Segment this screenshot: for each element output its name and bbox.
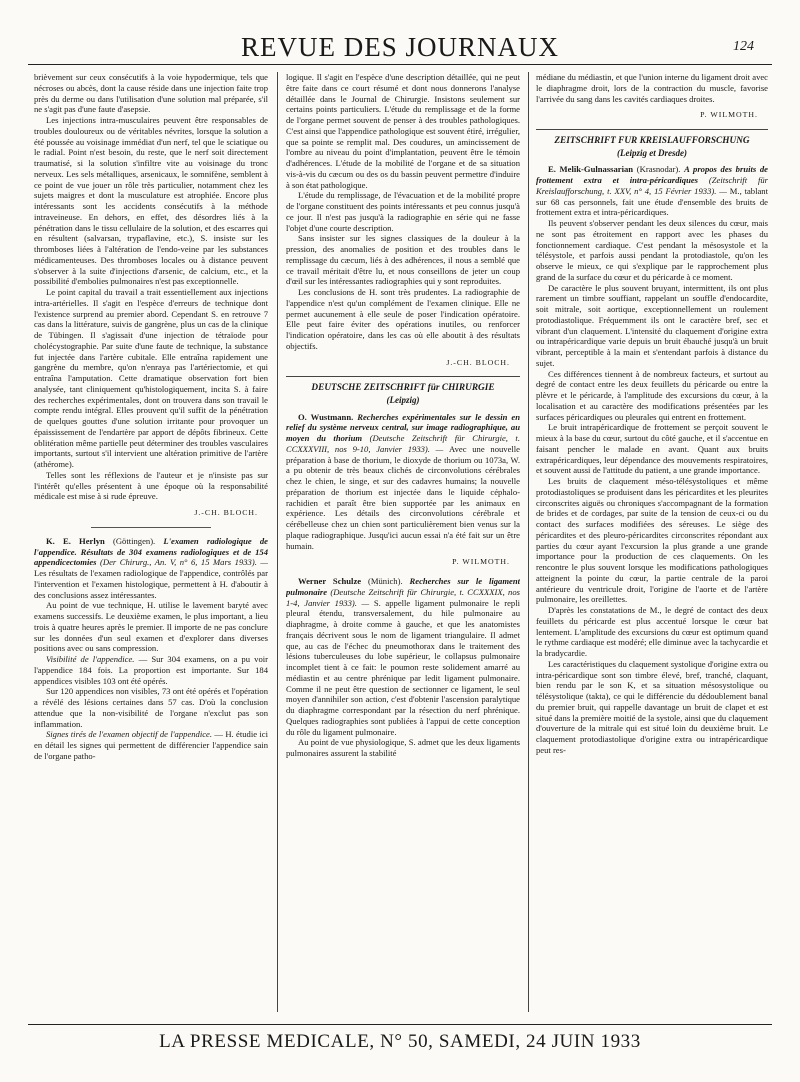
- article-intro: Avec une nouvelle préparation à base de thorium, le dioxyde de thorium ou 1073a, W. a pu obtenir de très beaux clichés de circonvolutions cérébrales chez le chien, le singe, et sur des cadavres humains; la nouvelle préparation de thorium est injectée dans le liquide céphalo-rachidien et paraît être bien supportée par les animaux en expérience. Les détails des circonvolutions cérébrale et cérébelleuse chez un chien sont particulièrement bien venus sur la plaque radiographique. Jusqu'ici aucun essai n'a été fait sur un être humain.: [286, 443, 520, 551]
- paragraph: Ils peuvent s'observer pendant les deux silences du cœur, mais ne sont pas étroitement en rapport avec les phases du fonctionnement cardiaque. C'est pendant la mésosystole et la télésystole, et parfois aussi pendant la protodiastole, qu'on les observe le mieux, ce qui s'explique par le rapprochement plus grand de la surface du cœur et du péricarde à ce moment.: [536, 218, 768, 282]
- article-author: K. E. Herlyn: [46, 535, 105, 546]
- article-author: E. Melik-Gulnassarian: [548, 164, 634, 175]
- article-header: [536, 164, 768, 218]
- footer-text: LA PRESSE MEDICALE, N° 50, SAMEDI, 24 JUIN 1933: [159, 1031, 641, 1052]
- signature: J.-CH. BLOCH.: [194, 508, 258, 517]
- article-reference: (Zeitschrift für Kreislaufforschung, t. XXV, n° 4, 15 Février 1933). —: [536, 175, 768, 196]
- article-author: Werner Schulze: [298, 576, 362, 586]
- column-1: [34, 72, 268, 1012]
- article-header: [34, 536, 268, 601]
- paragraph: L'étude du remplissage, de l'évacuation et de la mobilité propre de l'organe constituent des points intéressants et peu connus jusqu'à ce jour. Il n'est pas jusqu'à la radiographie en série qui ne fasse l'objet d'une courte description.: [286, 190, 520, 233]
- paragraph: Le point capital du travail a trait essentiellement aux injections intra-artérielles. Il s'agit en l'espèce d'erreurs de technique dont l'existence surprend au premier abord. Cependant S. en retrouve 7 cas dans la littérature, suivis de gangrène, plus un cas de la clinique de Tübingen. Il s'agissait d'une injection de tétraïode pour cholécystographie. Par suite d'une faute de technique, la substance fut injectée dans l'artère cubitale. Elle entraîna rapidement une gangrène du membre, qu'on n'enraya pas l'artériectomie, et qui entraîna l'amputation. Cette dramatique observation fort bien analysée, tant cliniquement qu'histologiquement, incita S. à faire des recherches expérimentales, dont on trouvera dans son travail le compte rendu intégral. Elles prouvent qu'il suffit de la pénétration de quelques gouttes d'une solution irritante pour provoquer un épaississement de l'endartère par apport de dépôts fibrineux. Cette oblitération même partielle peut déterminer des troubles vasculaires importants, surtout s'il intervient une altération primitive de l'artère (athérome).: [34, 287, 268, 469]
- separator: [91, 527, 211, 528]
- signature: J.-CH. BLOCH.: [446, 357, 510, 367]
- paragraph: brièvement sur ceux consécutifs à la voie hypodermique, tels que nécroses ou abcès, dont la cause réside dans une injection faite trop près du derme ou dans l'utilisation d'une solution mal préparée, s'il ne s'agit pas d'une faute d'asepsie.: [34, 72, 268, 115]
- paragraph: Les injections intra-musculaires peuvent être responsables de troubles douloureux ou de véritables névrites, lorsque la solution a été poussée au voisinage immédiat d'un nerf, tel que le sciatique ou le radial. Point n'est besoin, du reste, que le nerf soit directement traumatisé, si la solution s'infiltre vite au voisinage du tronc nerveux. Les sels métalliques, arsenicaux, le somnifène, semblent à ce point de vue jouer un rôle très particulier, notamment chez les sujets maigres et dont la musculature est atrophiée. Encore plus intéressants sont les accidents consécutifs à la méthode intraveineuse. En dehors, en effet, des désordres liés à la pénétration dans le tissu cellulaire de la solution, et des escarres qui en résultent (salvarsan, trypaflavine, etc.), S. insiste sur les thromboses liées à l'altération de l'endo-veine par les substances médicamenteuses. Des thromboses locales ou à distance peuvent s'observer à la suite d'injections d'arsenic, de calcium, etc., et la possibilité d'embolies pulmonaires n'est pas exceptionnelle.: [34, 115, 268, 287]
- paragraph: Sans insister sur les signes classiques de la douleur à la pression, des anomalies de position et des troubles dans le remplissage du cæcum, liés à des adhérences, il nous a semblé que ce travail méritait d'être lu, et nous conseillons de jeter un coup d'œil sur les intéressantes radiographies qui y sont reproduites.: [286, 233, 520, 287]
- article-header: [286, 412, 520, 552]
- column-divider: [528, 72, 529, 1012]
- section-title: ZEITSCHRIFT FUR KREISLAUFFORSCHUNG: [554, 136, 750, 146]
- paragraph: Les conclusions de H. sont très prudentes. La radiographie de l'appendice n'est qu'un complément de l'examen clinique. Elle ne permet aucunement à elle seule de poser l'indication opératoire. Elle peut faire éviter des opérations inutiles, ou renforcer l'indication opératoire, dans les cas où elle aboutit à des résultats objectifs.: [286, 287, 520, 351]
- section-subtitle: (Leipzig et Dresde): [617, 147, 687, 158]
- separator: [286, 376, 520, 377]
- paragraph: Sur 120 appendices non visibles, 73 ont été opérés et l'opération a révélé des lésions certaines dans 57 cas. D'où la conclusion attendue que la non-visibilité de l'organe n'exclut pas son inflammation.: [34, 686, 268, 729]
- section-title: DEUTSCHE ZEITSCHRIFT für CHIRURGIE: [311, 383, 495, 394]
- article-author: O. Wustmann.: [298, 411, 354, 422]
- paragraph-label: Signes tirés de l'examen objectif de l'appendice.: [46, 729, 213, 740]
- article-title: L'examen radiologique de l'appendice. Résultats de 304 examens radiologiques et de 154 appendicectomies: [34, 535, 268, 568]
- separator: [536, 129, 768, 130]
- paragraph: Visibilité de l'appendice. — Sur 304 examens, on a pu voir l'appendice 184 fois. La proportion est importante. Sur 184 appendices visibles 103 ont été opérés.: [34, 654, 268, 686]
- page-header: [28, 30, 772, 65]
- signature: P. WILMOTH.: [452, 557, 510, 567]
- column-2: [286, 72, 520, 1012]
- paragraph: Les caractéristiques du claquement systolique d'origine extra ou intra-péricardique sont son timbre élevé, bref, tranché, claquant, bien rendu par le son K, et sa situation mésosystolique ou télésystolique (takta), ce qui le différencie du dédoublement banal du premier bruit, qui rappelle davantage un bruit de clapet et est situé dans la première moitié de la systole, ainsi que du claquement d'ouverture de la mitrale qui est situé loin du deuxième bruit. Le claquement protodiastolique d'origine extra ou intrapéricardique peut res-: [536, 658, 768, 755]
- column-divider: [277, 72, 278, 1012]
- paragraph: D'après les constatations de M., le degré de contact des deux feuillets du péricarde est plus accentué lorsque le cœur bat lentement. L'amplitude des excursions du cœur est optimum quand le rythme cardiaque est modéré; elle diminue avec la tachycardie et la bradycardie.: [536, 605, 768, 658]
- paragraph: Les bruits de claquement méso-télésystoliques et même protodiastoliques se produisent dans les péricardites et les pleurites circonscrites aiguës ou chroniques s'accompagnant de la formation de brides et de cordages, par suite de la tension de ceux-ci ou du contact des surfaces modifiées des séreuses. Le siège des péricardites et des pleuro-péricardites circonscrites répondant aux parties du cœur ayant l'excursion la plus grande a une grande importance pour la production de ces claquements. On les rencontre le plus souvent lorsque les modifications pathologiques atteignent la pointe du cœur, la partie centrale de la paroi antérieure du ventricule droit, l'origine de l'aorte et de l'artère pulmonaire, les oreillettes.: [536, 476, 768, 605]
- article-intro: M., tablant sur 68 cas personnels, fait une étude d'ensemble des bruits de frottement extra et intra-péricardiques.: [536, 185, 768, 218]
- page-footer: [28, 1024, 772, 1057]
- signature: P. WILMOTH.: [700, 110, 758, 120]
- article-title: Recherches expérimentales sur le dessin en relief du système nerveux central, sur image radiographique, au moyen du thorium: [286, 411, 520, 443]
- paragraph: De caractère le plus souvent bruyant, intermittent, ils ont plus rarement un timbre souffiant, rappelant un souffle d'endocardite, soit mitrale, soit aortique, exceptionnellement un roulement protodiastolique. Fréquemment ils ont le caractère bref, sec et vibrant d'un claquement. L'intensité du claquement d'origine extra ou intrapéricardique varie depuis un bruit ébauché jusqu'à un bruit vibrant, perceptible à la main et s'entendant parfois à distance du sujet.: [536, 282, 768, 368]
- paragraph: médiane du médiastin, et que l'union interne du ligament droit avec le diaphragme droit, lors de la contraction du muscle, favorise l'arrivée du sang dans les cavités cardiaques droites.: [536, 72, 768, 104]
- paragraph: Au point de vue technique, H. utilise le lavement baryté avec examens successifs. Le deuxième examen, le plus important, a lieu trois à quatre heures après le premier. Il importe de ne pas conclure sur les données d'un seul examen et d'explorer dans diverses positions avec ou sans compression.: [34, 600, 268, 654]
- article-reference: (Der Chirurg., An. V, n° 6, 15 Mars 1933). —: [96, 557, 268, 568]
- paragraph: Au point de vue physiologique, S. admet que les deux ligaments pulmonaires assurent la stabilité: [286, 737, 520, 758]
- journal-title: REVUE DES JOURNAUX: [240, 32, 559, 62]
- article-place: (Göttingen).: [104, 535, 164, 546]
- article-header: [286, 576, 520, 737]
- page-number: 124: [733, 39, 754, 54]
- section-subtitle: (Leipzig): [386, 394, 420, 405]
- paragraph: Signes tirés de l'examen objectif de l'appendice. — H. étudie ici en détail les signes qui permettent de différencier l'appendice sain de l'organe patho-: [34, 729, 268, 761]
- column-3: [536, 72, 768, 1012]
- paragraph: Le bruit intrapéricardique de frottement se perçoit souvent le mieux à la base du cœur, surtout du côté gauche, et il s'accentue en faisant pencher le malade en avant. Quant aux bruits extrapéricardiques, leur dépendance des mouvements respiratoires, et souvent aussi de l'attitude du patient, a une grande importance.: [536, 422, 768, 476]
- article-reference: (Deutsche Zeitschrift für Chirurgie, t. CCXXXIX, nos 1-4, Janvier 1933). —: [286, 586, 520, 608]
- paragraph-label: Visibilité de l'appendice.: [46, 654, 135, 664]
- article-reference: (Deutsche Zeitschrift für Chirurgie, t. CCXXXVIII, nos 9-10, Janvier 1933). —: [286, 433, 520, 454]
- paragraph: logique. Il s'agit en l'espèce d'une description détaillée, qui ne peut être faite dans ce court résumé et dont nous donnerons l'analyse détaillée dans le Journal de Chirurgie. Insistons seulement sur certains points particuliers. L'étude du remplissage et de la forme de l'organe permet souvent de penser à des troubles pathologiques. C'est ainsi que l'appendice pathologique est souvent étiré, irrégulier, que sa pointe se remplit mal. Des coudures, un amincissement de l'ombre au niveau du point d'implantation, peuvent être le témoin d'adhérences. L'étude de la mobilité de l'organe et de sa situation vis-à-vis du cæcum ou des os du bassin peuvent permettre d'induire à son état pathologique.: [286, 72, 520, 190]
- article-place: (Krasnodar).: [633, 164, 685, 175]
- article-place: (Münich).: [361, 576, 410, 586]
- article-intro: S. appelle ligament pulmonaire le repli pleural étendu, transversalement, du hile pulmonaire au diaphragme, à droite comme à gauche, et que les anatomistes français décrivent sous le nom de ligament triangulaire. Il admet que, au cas de l'échec du pneumothorax dans le traitement des lésions tuberculeuses du lobe supérieur, le collapsus pulmonaire incomplet tient à ce fait: le poumon reste solidement amarré au médiastin et au centre phrénique par ledit ligament pulmonaire. Comme il ne peut être question de sectionner ce ligament, le seul moyen d'annihiler son action, c'est d'obtenir l'ascension paralytique du diaphragme correspondant par la résection du nerf phrénique. Quelques radiographies sont publiées à l'appui de cette conception du rôle du ligament pulmonaire.: [286, 597, 520, 737]
- article-title: Recherches sur le ligament pulmonaire: [286, 576, 520, 597]
- paragraph: Ces différences tiennent à de nombreux facteurs, et surtout au degré de contact entre les deux feuillets du péricarde ou entre la plèvre et le péricarde, à l'amplitude des excursions du cœur, à la localisation et au caractère des modifications présentées par les surfaces péricardiques ou pleurales qui entrent en frottement.: [536, 368, 768, 422]
- article-title: A propos des bruits de frottement extra et intra-péricardiques: [536, 164, 768, 185]
- article-intro: Les résultats de l'examen radiologique de l'appendice, contrôlés par l'intervention et l'examen histologique, permettent à H. d'aboutir à des conclusions assez intéressantes.: [34, 568, 268, 600]
- paragraph: Telles sont les réflexions de l'auteur et je n'insiste pas sur l'intérêt qu'elles présentent à une époque où la responsabilité médicale est mise à si rude épreuve.: [34, 469, 268, 502]
